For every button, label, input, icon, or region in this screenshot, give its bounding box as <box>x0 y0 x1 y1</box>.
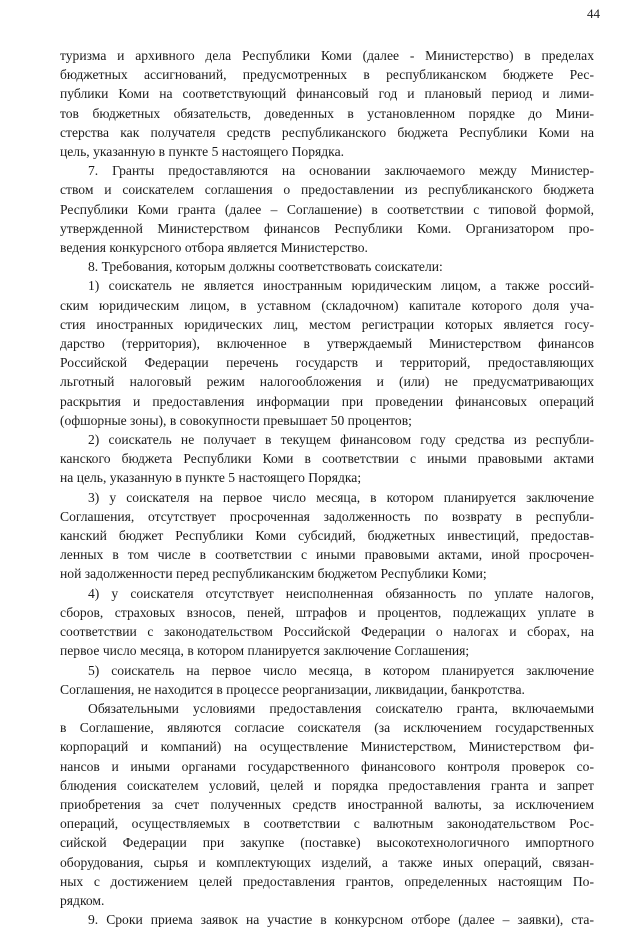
document-body <box>60 46 594 929</box>
text-line: цель, указанную в пункте 5 настоящего Порядка. <box>60 144 345 160</box>
text-line: ленных в том числе в соответствии с иными правовыми актами, иной просрочен- <box>60 547 594 563</box>
paragraph <box>60 488 594 584</box>
text-line: (офшорные зоны), в совокупности превышает 50 процентов; <box>60 412 412 428</box>
text-line: канского бюджета Республики Коми в соответствии с иными правовыми актами <box>60 451 594 467</box>
paragraph <box>60 699 594 910</box>
text-line: Обязательными условиями предоставления соискателю гранта, включаемыми <box>88 700 594 716</box>
text-line: раскрытия и предоставления информации при проведении финансовых операций <box>60 393 594 409</box>
text-line: Соглашения, отсутствует просроченная задолженность по возврату в республи- <box>60 508 594 524</box>
text-line: 8. Требования, которым должны соответствовать соискатели: <box>88 259 443 275</box>
text-line: 7. Гранты предоставляются на основании заключаемого между Министер- <box>88 163 594 179</box>
text-line: ведения конкурсного отбора является Министерство. <box>60 240 368 256</box>
paragraph <box>60 584 594 661</box>
text-line: льготный налоговый режим налогообложения и (или) не предусматривающих <box>60 374 594 390</box>
text-line: канский бюджет Республики Коми субсидий, бюджетных инвестиций, предостав- <box>60 528 594 544</box>
text-line: рядком. <box>60 892 105 908</box>
paragraph <box>60 46 594 161</box>
text-line: стерства как получателя средств республиканского бюджета Республики Коми на <box>60 124 594 140</box>
text-line: туризма и архивного дела Республики Коми (далее - Министерство) в пределах <box>60 48 594 63</box>
text-line: ством и соискателем соглашения о предоставлении из республиканского бюджета <box>60 182 594 198</box>
text-line: операций, осуществляемых в соответствии с валютным законодательством Рос- <box>60 816 594 832</box>
text-line: 4) у соискателя отсутствует неисполненная обязанность по уплате налогов, <box>88 585 594 601</box>
text-line: на цель, указанную в пункте 5 настоящего Порядка; <box>60 470 362 486</box>
text-line: Российской Федерации перечень государств и территорий, предоставляющих <box>60 355 594 371</box>
text-line: утвержденной Министерством финансов Республики Коми. Организатором про- <box>60 220 594 236</box>
text-line: ским юридическим лицом, в уставном (складочном) капитале которого доля уча- <box>60 297 594 313</box>
text-line: корпораций и компаний) на осуществление Министерством, Министерством фи- <box>60 739 594 755</box>
text-line: в Соглашение, являются согласие соискателя (за исключением государственных <box>60 720 594 736</box>
text-line: дарство (территория), включенное в утверждаемый Министерством финансов <box>60 336 594 352</box>
text-line: 3) у соискателя на первое число месяца, в котором планируется заключение <box>88 489 594 505</box>
paragraph <box>60 910 594 929</box>
paragraph <box>60 161 594 257</box>
paragraph <box>60 276 594 430</box>
text-line: ной задолженности перед республиканским бюджетом Республики Коми; <box>60 566 487 582</box>
page-number: 44 <box>587 6 600 21</box>
text-line: бюджетных ассигнований, предусмотренных в республиканском бюджете Рес- <box>60 67 594 83</box>
paragraph <box>60 661 594 699</box>
text-line: ных с достижением целей предоставления грантов, определенных настоящим По- <box>60 873 594 889</box>
text-line: 5) соискатель на первое число месяца, в котором планируется заключение <box>88 662 594 678</box>
text-line: приобретения за счет полученных средств иностранной валюты, за исключением <box>60 796 594 812</box>
text-line: блюдения соискателем условий, целей и порядка предоставления гранта и запрет <box>60 777 594 793</box>
text-line: Соглашения, не находится в процессе реорганизации, ликвидации, банкротства. <box>60 681 525 697</box>
text-line: 9. Сроки приема заявок на участие в конкурсном отборе (далее – заявки), ста- <box>88 912 594 928</box>
text-line: сборов, страховых взносов, пеней, штрафов и процентов, подлежащих уплате в <box>60 604 594 620</box>
text-line: стия иностранных юридических лиц, местом регистрации которых является госу- <box>60 316 594 332</box>
text-line: первое число месяца, в котором планируется заключение Соглашения; <box>60 643 470 659</box>
text-line: тов бюджетных обязательств, доведенных в установленном порядке до Мини- <box>60 105 594 121</box>
text-line: сийской Федерации при закупке (поставке) высокотехнологичного импортного <box>60 835 594 851</box>
text-line: оборудования, сырья и комплектующих изделий, а также иных операций, связан- <box>60 854 594 870</box>
text-line: нансов и иными органами государственного финансового контроля проверок со- <box>60 758 594 774</box>
paragraph <box>60 430 594 488</box>
text-line: 1) соискатель не является иностранным юридическим лицом, а также россий- <box>88 278 594 294</box>
text-line: публики Коми на соответствующий финансовый год и плановый период и лими- <box>60 86 594 102</box>
text-line: соответствии с законодательством Российской Федерации о налогах и сборах, на <box>60 624 594 640</box>
text-line: Республики Коми гранта (далее – Соглашение) в соответствии с типовой формой, <box>60 201 594 217</box>
paragraph <box>60 257 594 276</box>
text-line: 2) соискатель не получает в текущем финансовом году средства из республи- <box>88 432 594 448</box>
